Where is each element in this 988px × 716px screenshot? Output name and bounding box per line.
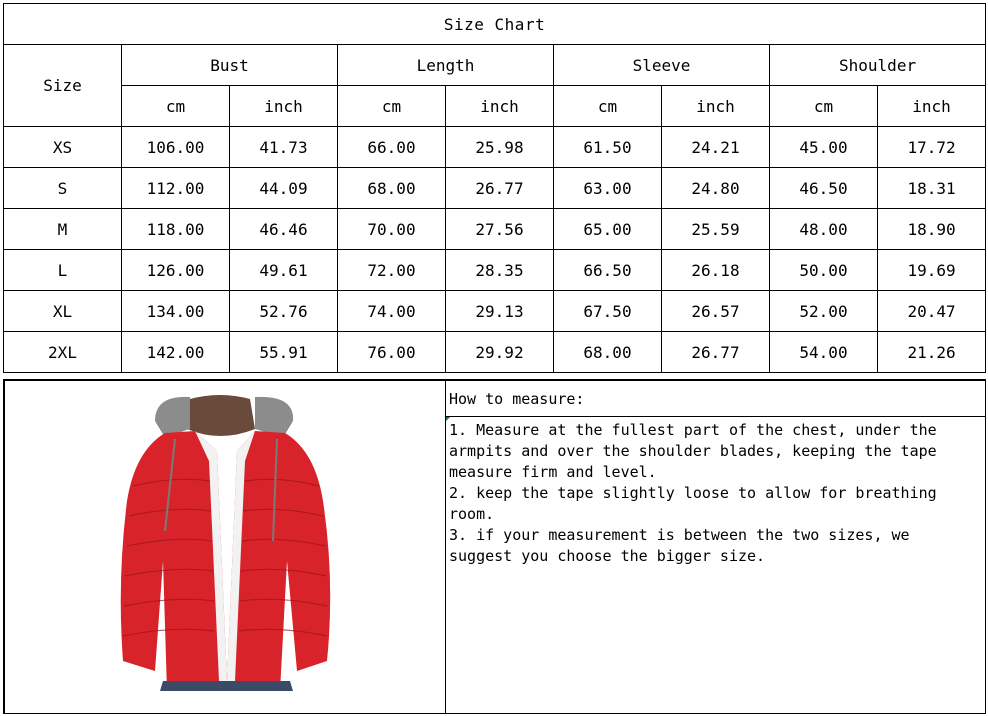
unit-header: inch — [662, 86, 770, 127]
measurement-cell: 55.91 — [230, 332, 338, 373]
measurement-cell: 66.00 — [338, 127, 446, 168]
measurement-cell: 67.50 — [554, 291, 662, 332]
measurement-cell: 66.50 — [554, 250, 662, 291]
measurement-cell: 21.26 — [878, 332, 986, 373]
measurement-cell: 61.50 — [554, 127, 662, 168]
measurement-cell: 70.00 — [338, 209, 446, 250]
table-row — [4, 127, 986, 168]
size-label: XS — [4, 127, 122, 168]
table-row — [4, 291, 986, 332]
measurement-cell: 52.00 — [770, 291, 878, 332]
measurement-cell: 24.21 — [662, 127, 770, 168]
unit-header: cm — [770, 86, 878, 127]
table-row — [4, 209, 986, 250]
measurement-cell: 65.00 — [554, 209, 662, 250]
measurement-panel — [3, 379, 986, 714]
measurement-cell: 46.46 — [230, 209, 338, 250]
measurement-cell: 74.00 — [338, 291, 446, 332]
measurement-cell: 48.00 — [770, 209, 878, 250]
measurement-cell: 44.09 — [230, 168, 338, 209]
measurement-cell: 29.13 — [446, 291, 554, 332]
unit-header: cm — [554, 86, 662, 127]
size-header: Size — [4, 45, 122, 127]
table-row — [4, 168, 986, 209]
measurement-cell: 72.00 — [338, 250, 446, 291]
measurement-cell: 45.00 — [770, 127, 878, 168]
size-chart-table — [3, 3, 986, 373]
measurement-cell: 29.92 — [446, 332, 554, 373]
measurement-cell: 126.00 — [122, 250, 230, 291]
measurement-cell: 142.00 — [122, 332, 230, 373]
howto-step-2: 2. keep the tape slightly loose to allow for breathing room. — [449, 484, 937, 523]
measurement-cell: 26.57 — [662, 291, 770, 332]
measurement-cell: 68.00 — [554, 332, 662, 373]
measurement-cell: 68.00 — [338, 168, 446, 209]
unit-header: cm — [122, 86, 230, 127]
measurement-cell: 76.00 — [338, 332, 446, 373]
measurement-cell: 18.90 — [878, 209, 986, 250]
measurement-cell: 28.35 — [446, 250, 554, 291]
measurement-cell: 26.77 — [662, 332, 770, 373]
size-label: XL — [4, 291, 122, 332]
red-puffer-jacket-image — [5, 381, 445, 713]
table-row — [4, 332, 986, 373]
unit-header: inch — [446, 86, 554, 127]
measurement-cell: 46.50 — [770, 168, 878, 209]
size-label: L — [4, 250, 122, 291]
measurement-cell: 17.72 — [878, 127, 986, 168]
measurement-cell: 118.00 — [122, 209, 230, 250]
howto-step-1: 1. Measure at the fullest part of the chest, under the armpits and over the shoulder blades, keeping the tape measure firm and level. — [449, 421, 937, 481]
howto-step-3: 3. if your measurement is between the two sizes, we suggest you choose the bigger size. — [449, 526, 910, 565]
measurement-cell: 20.47 — [878, 291, 986, 332]
size-label: M — [4, 209, 122, 250]
measurement-cell: 18.31 — [878, 168, 986, 209]
group-header-length: Length — [338, 45, 554, 86]
product-photo — [5, 381, 446, 713]
measurement-cell: 26.18 — [662, 250, 770, 291]
group-header-sleeve: Sleeve — [554, 45, 770, 86]
unit-header: cm — [338, 86, 446, 127]
measurement-cell: 106.00 — [122, 127, 230, 168]
table-row — [4, 250, 986, 291]
unit-header: inch — [878, 86, 986, 127]
size-rows — [4, 127, 986, 373]
howto-header: How to measure: — [446, 381, 985, 417]
measurement-cell: 25.98 — [446, 127, 554, 168]
measurement-cell: 19.69 — [878, 250, 986, 291]
measurement-cell: 52.76 — [230, 291, 338, 332]
measurement-cell: 63.00 — [554, 168, 662, 209]
unit-header: inch — [230, 86, 338, 127]
measurement-cell: 41.73 — [230, 127, 338, 168]
measurement-cell: 27.56 — [446, 209, 554, 250]
measurement-cell: 50.00 — [770, 250, 878, 291]
size-label: 2XL — [4, 332, 122, 373]
measurement-cell: 25.59 — [662, 209, 770, 250]
measurement-cell: 54.00 — [770, 332, 878, 373]
chart-title: Size Chart — [4, 4, 986, 45]
measurement-cell: 24.80 — [662, 168, 770, 209]
howto-body — [446, 418, 985, 713]
measurement-cell: 112.00 — [122, 168, 230, 209]
measurement-cell: 49.61 — [230, 250, 338, 291]
group-header-bust: Bust — [122, 45, 338, 86]
group-header-shoulder: Shoulder — [770, 45, 986, 86]
size-label: S — [4, 168, 122, 209]
measurement-cell: 134.00 — [122, 291, 230, 332]
measurement-cell: 26.77 — [446, 168, 554, 209]
